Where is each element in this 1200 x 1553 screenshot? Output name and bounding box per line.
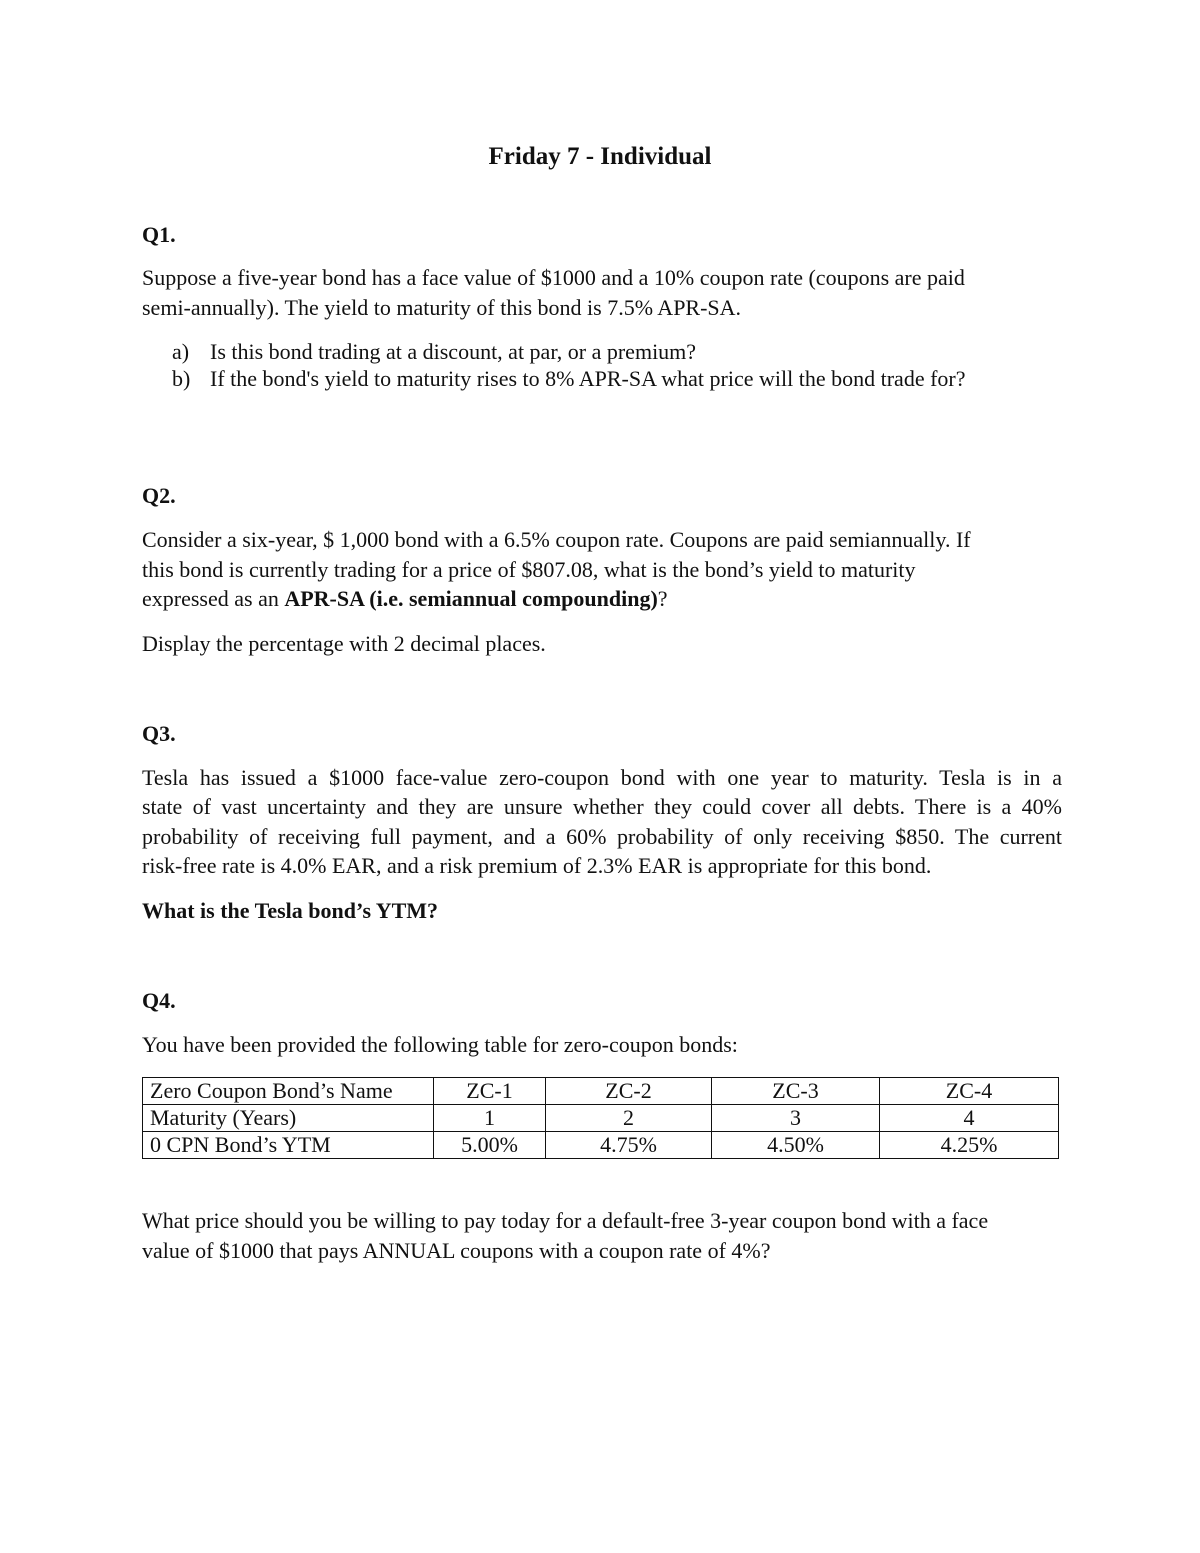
zero-coupon-table (142, 1077, 1059, 1159)
question-2-heading: Q2. (142, 483, 176, 508)
table-cell: Zero Coupon Bond’s Name (143, 1078, 434, 1105)
table-cell: ZC-4 (880, 1078, 1059, 1105)
table-cell: 4.50% (712, 1132, 880, 1159)
table-row (143, 1132, 1059, 1159)
table-cell: 4.75% (546, 1132, 712, 1159)
page-title: Friday 7 - Individual (488, 143, 712, 170)
question-3-line-3: probability of receiving full payment, and a 60% probability of only receiving $850. The current (142, 824, 1062, 849)
question-3-line-2: state of vast uncertainty and they are unsure whether they could cover all debts. There is a 40% (142, 794, 1062, 819)
question-4-line-2: value of $1000 that pays ANNUAL coupons with a coupon rate of 4%? (142, 1238, 771, 1263)
question-3-question: What is the Tesla bond’s YTM? (142, 898, 439, 923)
question-2-emphasis: APR-SA (i.e. semiannual compounding) (284, 586, 658, 611)
question-2-line-3-end: ? (657, 586, 668, 611)
question-1-item-b (172, 364, 1052, 394)
table-cell: ZC-2 (546, 1078, 712, 1105)
question-4-line-1: What price should you be willing to pay today for a default-free 3-year coupon bond with a face (142, 1208, 989, 1233)
question-2-note: Display the percentage with 2 decimal places. (142, 631, 546, 656)
question-1-item-a (172, 337, 1052, 367)
table-cell: ZC-3 (712, 1078, 880, 1105)
table-cell: Maturity (Years) (143, 1105, 434, 1132)
question-4-heading: Q4. (142, 988, 176, 1013)
question-1-line-2: semi-annually). The yield to maturity of this bond is 7.5% APR-SA. (142, 295, 742, 320)
table-cell: 1 (434, 1105, 546, 1132)
table-cell: 5.00% (434, 1132, 546, 1159)
table-cell: ZC-1 (434, 1078, 546, 1105)
question-3-heading: Q3. (142, 721, 176, 746)
item-text: If the bond's yield to maturity rises to 8% APR-SA what price will the bond trade for? (210, 366, 966, 391)
question-1-line-1: Suppose a five-year bond has a face value of $1000 and a 10% coupon rate (coupons are paid (142, 265, 965, 290)
table-cell: 2 (546, 1105, 712, 1132)
table-row (143, 1078, 1059, 1105)
question-2-line-2: this bond is currently trading for a price of $807.08, what is the bond’s yield to maturity (142, 557, 916, 582)
table-cell: 4 (880, 1105, 1059, 1132)
item-marker: b) (172, 366, 191, 391)
table-cell: 3 (712, 1105, 880, 1132)
table-cell: 4.25% (880, 1132, 1059, 1159)
question-4-intro: You have been provided the following table for zero-coupon bonds: (142, 1032, 738, 1057)
question-2-line-1: Consider a six-year, $ 1,000 bond with a 6.5% coupon rate. Coupons are paid semiannually. If (142, 527, 971, 552)
table-row (143, 1105, 1059, 1132)
question-1-heading: Q1. (142, 222, 176, 247)
question-3-line-4: risk-free rate is 4.0% EAR, and a risk premium of 2.3% EAR is appropriate for this bond. (142, 853, 932, 878)
question-2-line-3 (142, 584, 1062, 614)
item-marker: a) (172, 339, 190, 364)
question-3-line-1: Tesla has issued a $1000 face-value zero-coupon bond with one year to maturity. Tesla is in a (142, 765, 1062, 790)
item-text: Is this bond trading at a discount, at par, or a premium? (210, 339, 697, 364)
question-2-line-3-start: expressed as an (142, 586, 285, 611)
table-cell: 0 CPN Bond’s YTM (143, 1132, 434, 1159)
